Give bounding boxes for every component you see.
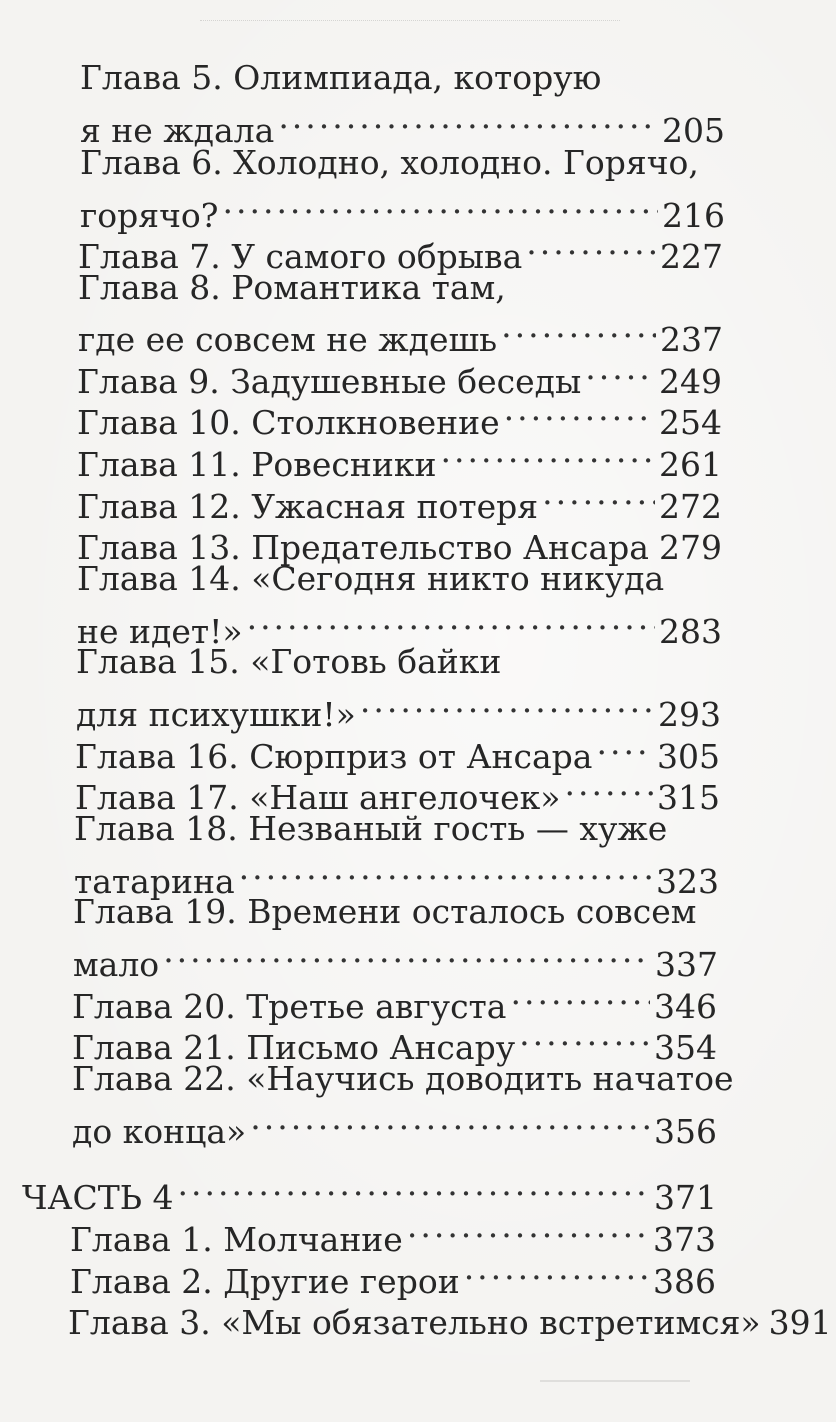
toc-page-number: 337 [655, 945, 718, 984]
toc-entry-title: где ее совсем не ждешь [78, 320, 498, 359]
toc-entry-title: Глава 12. Ужасная потеря [77, 487, 539, 526]
toc-entry [77, 474, 722, 526]
toc-entry-title: не идет!» [77, 612, 243, 651]
toc-page-number: 261 [659, 445, 722, 484]
toc-page-number: 323 [656, 862, 719, 901]
toc-entry-line: Глава 6. Холодно, холодно. Горячо, [80, 143, 699, 182]
toc-entry [77, 390, 722, 442]
dot-leader [247, 599, 655, 643]
dot-leader [177, 1165, 650, 1209]
toc-entry [73, 932, 718, 984]
toc-entry [77, 432, 722, 484]
toc-page-number: 227 [660, 237, 723, 276]
toc-entry-title: Глава 3. «Мы обязательно встретимся» [68, 1303, 761, 1342]
toc-entry [72, 1015, 717, 1067]
toc-entry-line: Глава 15. «Готовь байки [76, 642, 502, 681]
toc-entry [75, 765, 720, 817]
page-edge-mark [540, 1380, 690, 1382]
toc-entry [74, 849, 719, 901]
toc-page-number: 249 [659, 362, 722, 401]
dot-leader [250, 1099, 650, 1143]
toc-entry-title: до конца» [72, 1112, 247, 1151]
dot-leader [585, 349, 655, 393]
dot-leader [510, 974, 650, 1018]
toc-part-title: ЧАСТЬ 4 [22, 1178, 174, 1217]
toc-entry-title: Глава 21. Письмо Ансару [72, 1028, 516, 1067]
dot-leader [653, 515, 655, 559]
toc-entry-title: Глава 20. Третье августа [72, 987, 507, 1026]
toc-entry-title: татарина [74, 862, 235, 901]
toc-entry-title: Глава 9. Задушевные беседы [77, 362, 582, 401]
toc-page-number: 391 [768, 1303, 832, 1342]
toc-entry-line: Глава 5. Олимпиада, которую [80, 58, 602, 97]
dot-leader [504, 390, 655, 434]
toc-entry-title: горячо? [80, 196, 219, 235]
toc-entry [75, 724, 720, 776]
toc-page-number: 354 [654, 1028, 717, 1067]
toc-entry [77, 599, 722, 651]
toc-entry [68, 1290, 832, 1342]
dot-leader [501, 307, 656, 351]
toc-entry [78, 224, 723, 276]
dot-leader [163, 932, 651, 976]
toc-entry [80, 98, 725, 150]
toc-entry-title: Глава 10. Столкновение [77, 403, 500, 442]
toc-page-number: 356 [654, 1112, 717, 1151]
toc-entry [77, 349, 722, 401]
toc-entry-title: Глава 16. Сюрприз от Ансара [75, 737, 593, 776]
toc-entry [76, 682, 721, 734]
bleed-through-header [200, 20, 620, 35]
toc-page-number: 283 [659, 612, 722, 651]
dot-leader [360, 682, 654, 726]
toc-entry-title: Глава 13. Предательство Ансара [77, 528, 649, 567]
toc-entry-line: Глава 8. Романтика там, [78, 268, 506, 307]
toc-entry-title: Глава 1. Молчание [70, 1220, 403, 1259]
toc-entry-line: Глава 19. Времени осталось совсем [73, 892, 697, 931]
toc-page-number: 373 [653, 1220, 716, 1259]
toc-entry [80, 183, 725, 235]
toc-entry-title: Глава 11. Ровесники [77, 445, 437, 484]
toc-entry [70, 1207, 716, 1259]
toc-entry-title: Глава 17. «Наш ангелочек» [75, 778, 561, 817]
toc-page-number: 272 [659, 487, 722, 526]
toc-entry-line: Глава 18. Незваный гость — хуже [74, 809, 668, 848]
dot-leader [526, 224, 656, 268]
dot-leader [440, 432, 655, 476]
toc-entry-title: Глава 7. У самого обрыва [78, 237, 523, 276]
toc-entry-line: Глава 22. «Научись доводить начатое [72, 1059, 734, 1098]
dot-leader [464, 1249, 649, 1293]
toc-page-number: 205 [662, 111, 725, 150]
toc-page-number: 237 [660, 320, 723, 359]
toc-entry [70, 1249, 716, 1301]
dot-leader [596, 724, 653, 768]
toc-page-number: 315 [657, 778, 720, 817]
dot-leader [222, 183, 658, 227]
toc-entry [77, 515, 722, 567]
dot-leader [519, 1015, 650, 1059]
toc-page-number: 279 [659, 528, 722, 567]
dot-leader [542, 474, 655, 518]
toc-entry-title: Глава 2. Другие герои [70, 1262, 460, 1301]
toc-entry [78, 307, 723, 359]
toc-entry [72, 1099, 717, 1151]
toc-entry-line: Глава 14. «Сегодня никто никуда [77, 559, 665, 598]
toc-entry-title: мало [73, 945, 160, 984]
toc-page-number: 216 [662, 196, 725, 235]
toc-entry [72, 974, 717, 1026]
dot-leader [407, 1207, 649, 1251]
toc-page-number: 371 [654, 1178, 717, 1217]
dot-leader [565, 765, 654, 809]
toc-entry-title: я не ждала [80, 111, 275, 150]
dot-leader [278, 98, 658, 142]
toc-page-number: 305 [657, 737, 720, 776]
toc-page-number: 254 [659, 403, 722, 442]
toc-page-number: 386 [653, 1262, 716, 1301]
toc-entry-title: для психушки!» [76, 695, 356, 734]
toc-page-number: 293 [658, 695, 721, 734]
dot-leader [239, 849, 652, 893]
toc-part-heading [22, 1165, 717, 1217]
toc-page-number: 346 [654, 987, 717, 1026]
